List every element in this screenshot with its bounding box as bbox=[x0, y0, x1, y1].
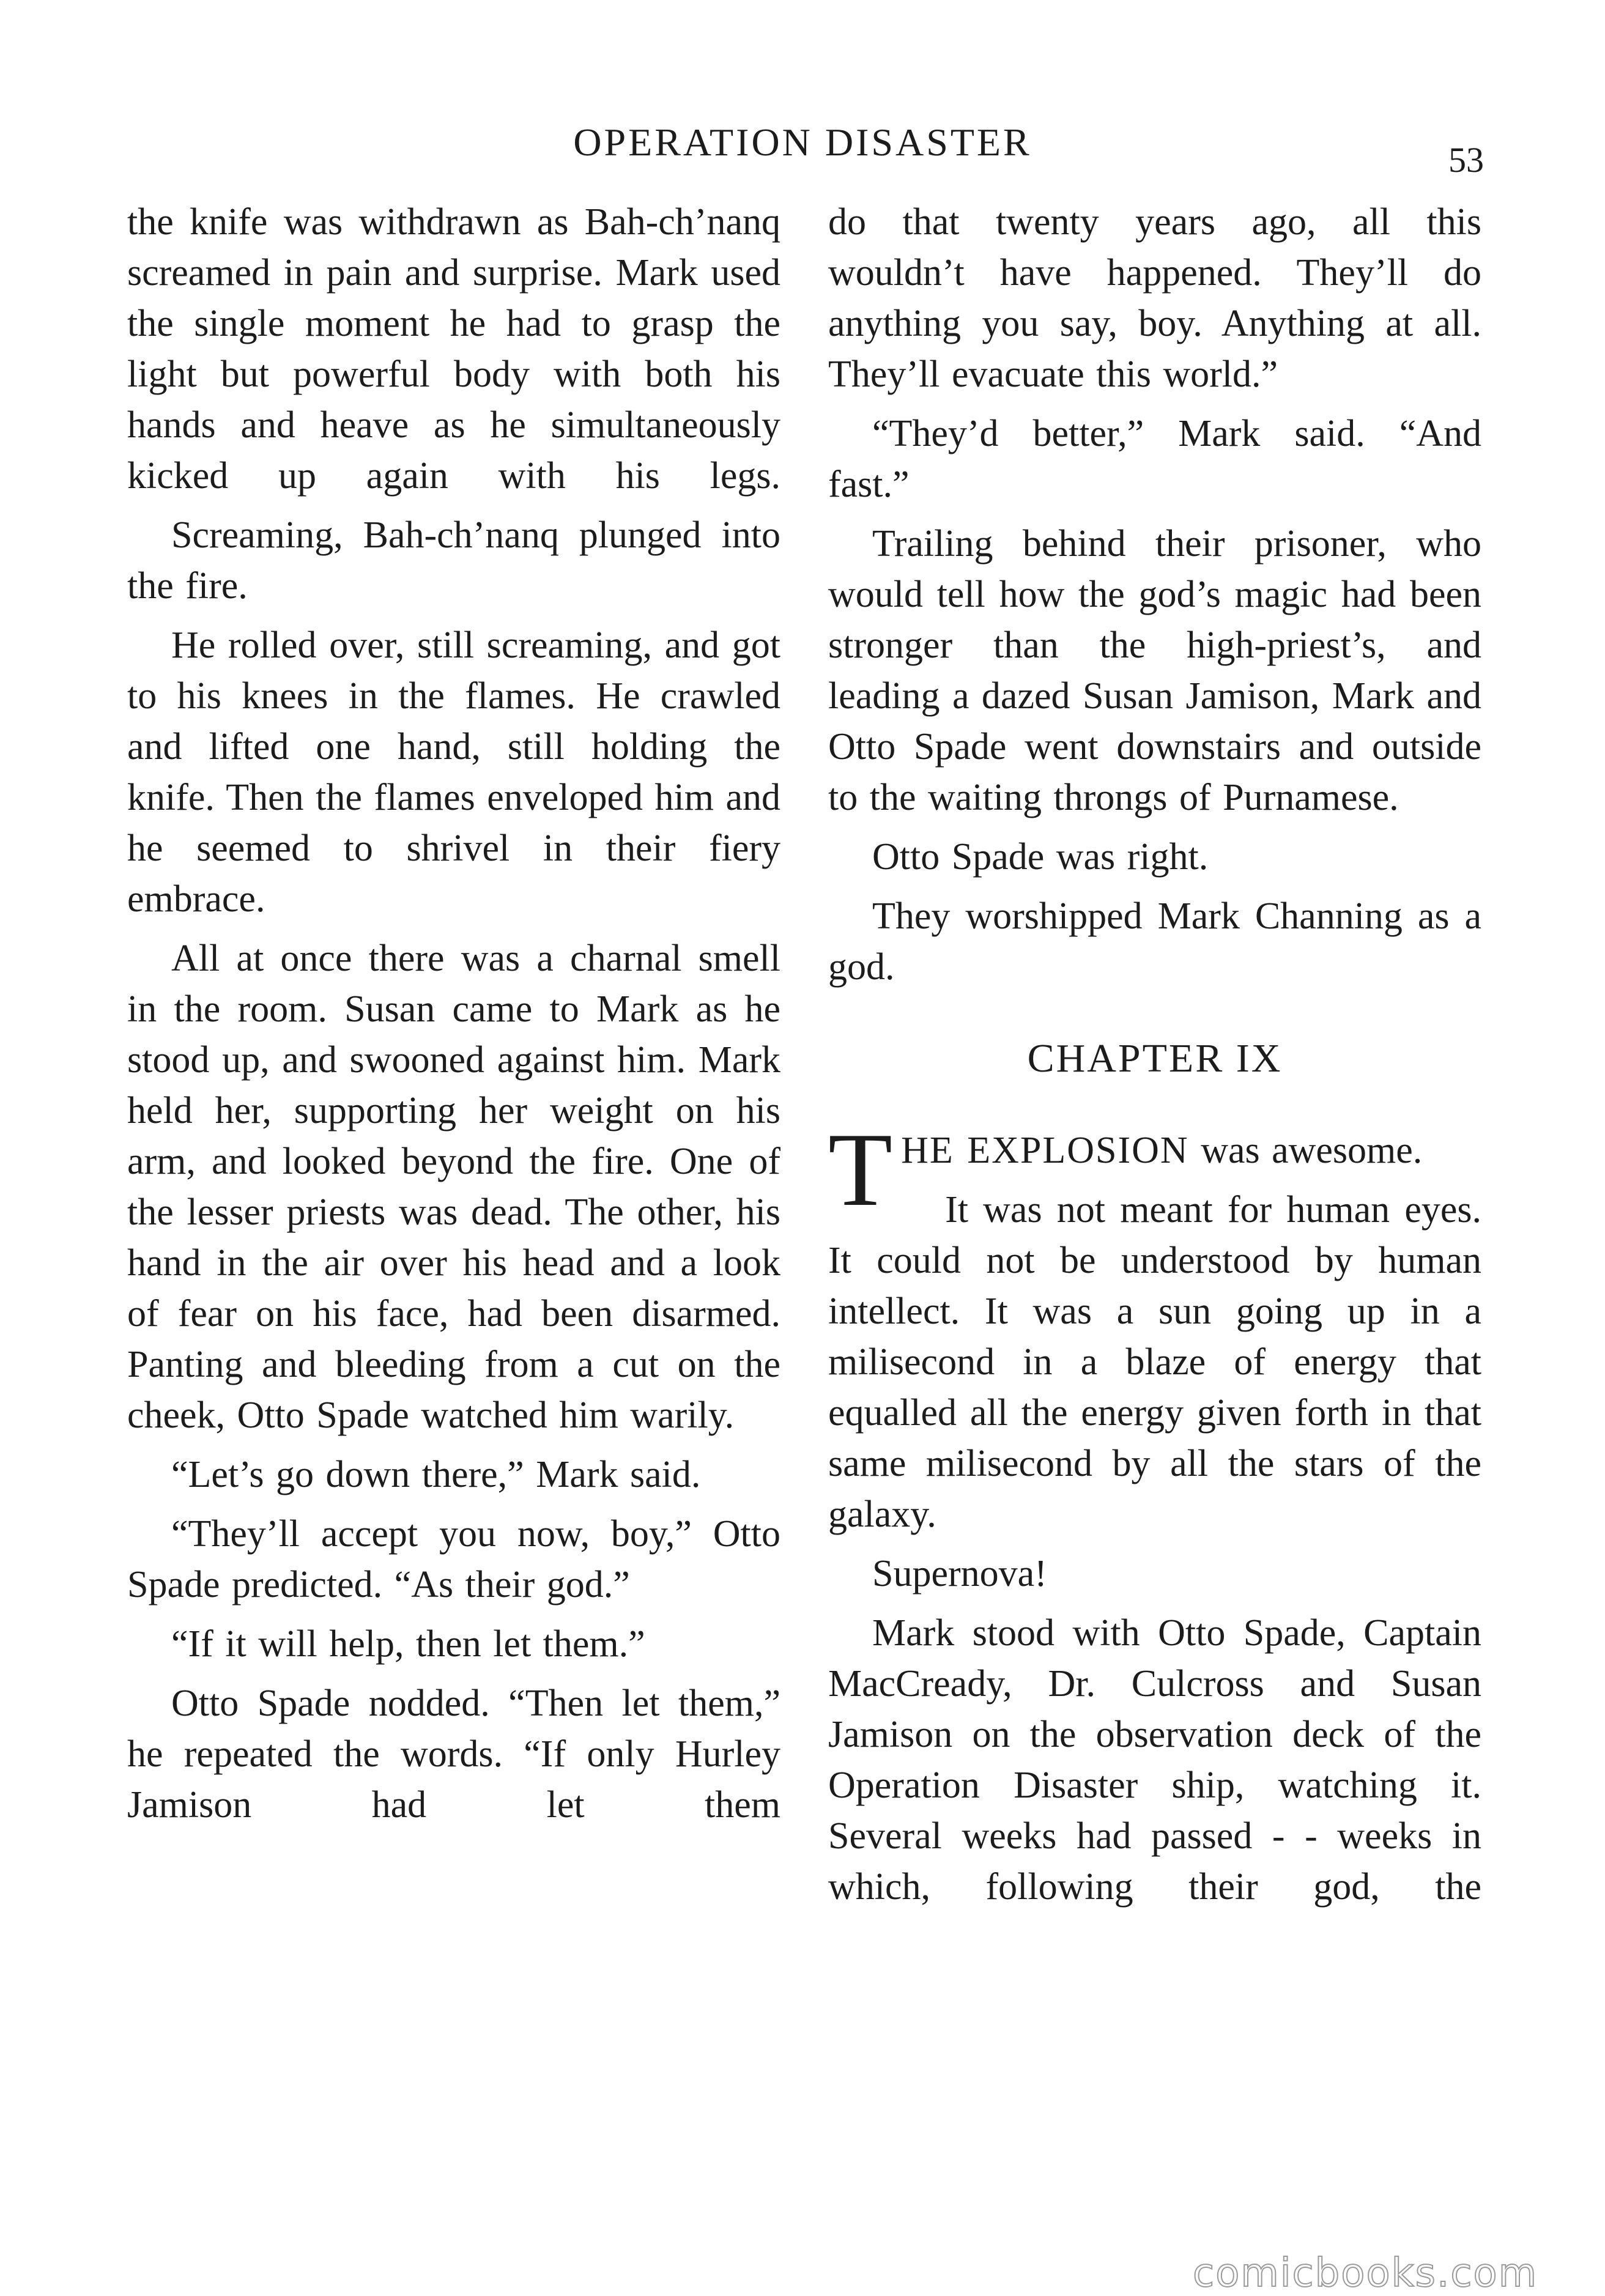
paragraph: All at once there was a charnal smell in the room. Susan came to Mark as he stood up, and swooned against him. Mark held her, supporting her weight on his arm, and looked beyond the fire. One of the lesser priests was dead. The other, his hand in the air over his head and a look of fear on his face, had been disarmed. Panting and bleeding from a cut on the cheek, Otto Spade watched him warily. bbox=[127, 938, 780, 1436]
paragraph: Trailing behind their prisoner, who would tell how the god’s magic had been stronger than the high-priest’s, and leading a dazed Susan Jamison, Mark and Otto Spade went downstairs and outside to the waiting throngs of Purnamese. bbox=[828, 523, 1481, 818]
right-column bbox=[828, 197, 1481, 1921]
lead-text: was awesome. bbox=[1188, 1130, 1423, 1171]
paragraph: “They’ll accept you now, boy,” Otto Spade predicted. “As their god.” bbox=[127, 1513, 780, 1605]
chapter-heading: CHAPTER IX bbox=[1027, 1036, 1283, 1081]
small-caps-lead: HE EXPLOSION bbox=[901, 1130, 1189, 1171]
paragraph: “Let’s go down there,” Mark said. bbox=[171, 1454, 701, 1495]
paragraph: Otto Spade nodded. “Then let them,” he repeated the words. “If only Hurley Jamison had let them bbox=[127, 1683, 780, 1826]
watermark: comicbooks.com bbox=[1193, 2251, 1538, 2296]
paragraph: He rolled over, still screaming, and got to his knees in the flames. He crawled and lifted one hand, still holding the knife. Then the flames enveloped him and he seemed to shrivel in their fiery embrace. bbox=[127, 624, 780, 920]
page-number: 53 bbox=[1448, 140, 1484, 180]
paragraph: do that twenty years ago, all this wouldn’t have happened. They’ll do anything you say, boy. Anything at all. They’ll evacuate this world.” bbox=[828, 201, 1481, 395]
paragraph: the knife was withdrawn as Bah-ch’nanq screamed in pain and surprise. Mark used the single moment he had to grasp the light but powerful body with both his hands and heave as he simultaneously kicked up again with his legs. bbox=[127, 201, 780, 497]
running-title: OPERATION DISASTER bbox=[573, 120, 1032, 164]
paragraph: They worshipped Mark Channing as a god. bbox=[828, 895, 1481, 988]
left-column bbox=[127, 197, 780, 1839]
paragraph: “If it will help, then let them.” bbox=[171, 1623, 645, 1665]
paragraph: Otto Spade was right. bbox=[872, 836, 1209, 878]
paragraph: Screaming, Bah-ch’nanq plunged into the fire. bbox=[127, 514, 780, 607]
paragraph: Supernova! bbox=[872, 1553, 1047, 1594]
drop-cap: T bbox=[828, 1112, 893, 1228]
paragraph: “They’d better,” Mark said. “And fast.” bbox=[828, 413, 1481, 505]
paragraph: It was not meant for human eyes. It could not be understood by human intellect. It was a sun going up in a milisecond in a blaze of energy that equalled all the energy given forth in that same milisecond by all the stars of the galaxy. bbox=[828, 1189, 1481, 1535]
paragraph: Mark stood with Otto Spade, Captain MacCready, Dr. Culcross and Susan Jamison on the observation deck of the Operation Disaster ship, watching it. Several weeks had passed - - weeks in which, following their god, the bbox=[828, 1612, 1481, 1908]
chapter-opening-paragraph bbox=[828, 1112, 1481, 1228]
